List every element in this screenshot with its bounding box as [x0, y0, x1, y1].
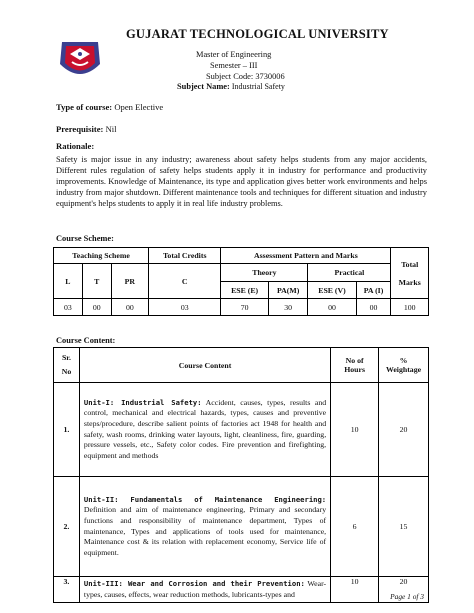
val-ese-v: 00 [308, 299, 356, 316]
col-l: L [54, 264, 83, 299]
prerequisite [56, 124, 117, 134]
total-credits-header: Total Credits [149, 248, 221, 264]
val-pa-m: 30 [268, 299, 308, 316]
col-ese-e: ESE (E) [221, 282, 269, 299]
course-type [56, 102, 163, 112]
unit-text: Definition and aim of maintenance engineering, Primary and secondary functions and responsibility of maintenance department, Types of maintenance, Types and applications of tools used for maintenance, Maintenance cost & its relation with replacement economy, Service life of equipment. [83, 505, 327, 557]
row-sr: 1. [54, 383, 80, 477]
sr-header-line2: No [61, 367, 72, 376]
row-content [79, 383, 330, 477]
weightage-header-line2: Weightage [385, 365, 422, 374]
col-pr: PR [111, 264, 148, 299]
prerequisite-value: Nil [103, 124, 117, 134]
teaching-scheme-header: Teaching Scheme [54, 248, 149, 264]
theory-header: Theory [221, 264, 308, 282]
rationale-text: Safety is major issue in any industry; awareness about safety helps students from any major accidents, Different rules regulation of safety helps students apply it in industry for performance and productivity improvements. Knowledge of Maintenance, its type and application gives better work environments and helps industry from major shutdown. Different maintenance tools and techniques for different situation and industry equipment's helps students to apply it in real life industry problems. [56, 155, 427, 209]
table-row [54, 577, 429, 603]
val-t: 00 [82, 299, 111, 316]
rationale-label: Rationale: [56, 141, 95, 151]
total-marks-line1: Total [401, 259, 419, 269]
row-hours: 6 [331, 477, 379, 577]
sr-header-line1: Sr. [61, 353, 71, 362]
page-number: Page 1 of 3 [390, 592, 424, 601]
row-weightage: 15 [379, 477, 429, 577]
val-pr: 00 [111, 299, 148, 316]
course-scheme-table [53, 247, 429, 316]
program-name: Master of Engineering [196, 50, 272, 59]
weightage-header-line1: % [399, 356, 408, 365]
unit-title: Unit-III: Wear and Corrosion and their Prevention: [83, 579, 305, 588]
col-c: C [149, 264, 221, 299]
university-name: GUJARAT TECHNOLOGICAL UNIVERSITY [126, 27, 389, 41]
sr-no-header [54, 348, 80, 383]
row-content [79, 577, 330, 603]
table-row [54, 477, 429, 577]
col-pa-m: PA(M) [268, 282, 308, 299]
course-type-label: Type of course: [56, 102, 113, 112]
course-content-header: Course Content [79, 348, 330, 383]
val-pa-i: 00 [356, 299, 391, 316]
unit-title: Unit-II: Fundamentals of Maintenance Engineering: [83, 494, 327, 504]
course-content-title: Course Content: [56, 336, 116, 345]
row-content [79, 477, 330, 577]
col-t: T [82, 264, 111, 299]
hours-header-line2: Hours [344, 365, 365, 374]
row-weightage: 20 [379, 383, 429, 477]
gtu-logo-icon [56, 36, 104, 84]
row-hours: 10 [331, 383, 379, 477]
total-marks-header [391, 248, 429, 299]
semester: Semester – III [210, 61, 258, 70]
practical-header: Practical [308, 264, 391, 282]
hours-header-line1: No of [345, 356, 364, 365]
table-row [54, 383, 429, 477]
weightage-header [379, 348, 429, 383]
val-total: 100 [391, 299, 429, 316]
val-c: 03 [149, 299, 221, 316]
row-weightage: 20 [379, 577, 429, 603]
course-type-value: Open Elective [112, 102, 164, 112]
val-ese-e: 70 [221, 299, 269, 316]
col-pa-i: PA (I) [356, 282, 391, 299]
subject-name-label: Subject Name: [177, 82, 230, 91]
course-content-table [53, 347, 429, 603]
hours-header [331, 348, 379, 383]
row-sr: 2. [54, 477, 80, 577]
assessment-header: Assessment Pattern and Marks [221, 248, 391, 264]
course-scheme-title: Course Scheme: [56, 234, 114, 243]
subject-name-value: Industrial Safety [229, 82, 285, 91]
unit-title: Unit-I: Industrial Safety: [83, 397, 202, 407]
unit-text: Accident, causes, types, results and control, mechanical and electrical hazards, types, causes and preventive steps/procedure, describe salient points of factories act 1948 for health and safety, wash rooms, drinking water layouts, light, cleanliness, fire, guarding, pressure vessels, etc., Safety color codes. Fire prevention and firefighting, equipment and methods [83, 397, 327, 460]
prerequisite-label: Prerequisite: [56, 124, 104, 134]
col-ese-v: ESE (V) [308, 282, 356, 299]
row-hours: 10 [331, 577, 379, 603]
row-sr: 3. [54, 577, 80, 603]
val-l: 03 [54, 299, 83, 316]
total-marks-line2: Marks [398, 277, 421, 287]
unit-text: Wear- types, causes, effects, wear reduction methods, lubricants-types and [83, 579, 327, 599]
subject-name [177, 82, 285, 91]
subject-code: Subject Code: 3730006 [206, 72, 285, 81]
